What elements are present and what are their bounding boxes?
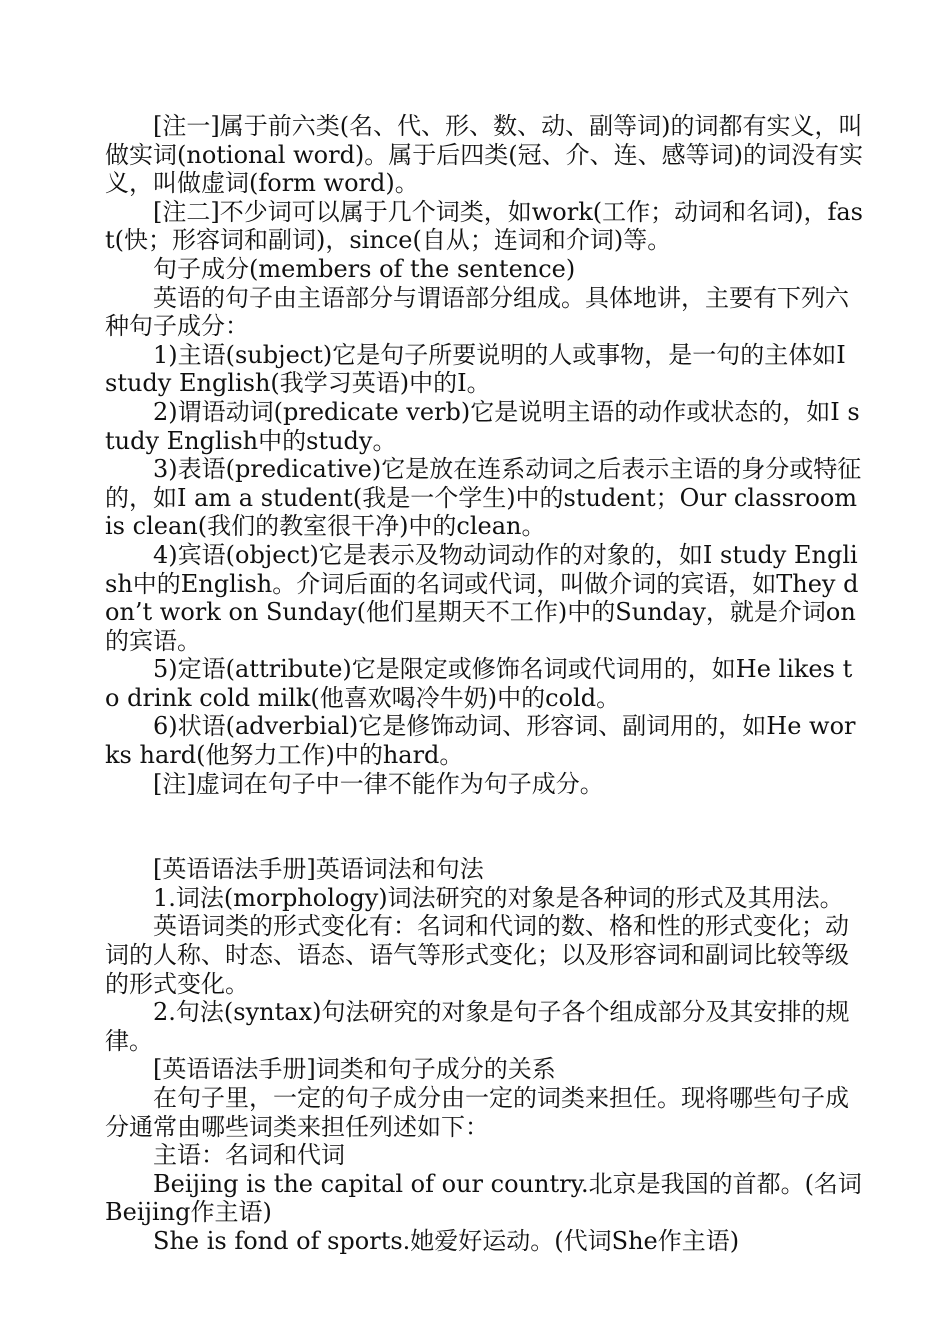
paragraph-spacer xyxy=(105,798,865,855)
predicate-verb-paragraph: 2)谓语动词(predicate verb)它是说明主语的动作或状态的，如I study English中的study。 xyxy=(105,397,860,455)
section-heading-sentence-members: 句子成分(members of the sentence) xyxy=(153,254,576,283)
note-2-paragraph: [注二]不少词可以属于几个词类，如work(工作；动词和名词)，fast(快；形容词和副词)，since(自从；连词和介词)等。 xyxy=(105,197,863,255)
syntax-paragraph: 2.句法(syntax)句法研究的对象是句子各个组成部分及其安排的规律。 xyxy=(105,998,850,1055)
adverbial-paragraph: 6)状语(adverbial)它是修饰动词、形容词、副词用的，如He works hard(他努力工作)中的hard。 xyxy=(105,712,856,770)
subject-paragraph: 1)主语(subject)它是句子所要说明的人或事物，是一句的主体如I study English(我学习英语)中的I。 xyxy=(105,340,846,398)
example-she-paragraph: She is fond of sports.她爱好运动。(代词She作主语) xyxy=(153,1226,740,1255)
section-heading-word-class-relation: [英语语法手册]词类和句子成分的关系 xyxy=(153,1055,556,1084)
word-form-changes-paragraph: 英语词类的形式变化有：名词和代词的数、格和性的形式变化；动词的人称、时态、语态、语气等形式变化；以及形容词和副词比较等级的形式变化。 xyxy=(105,912,849,998)
function-word-note-paragraph: [注]虚词在句子中一律不能作为句子成分。 xyxy=(153,769,604,798)
attribute-paragraph: 5)定语(attribute)它是限定或修饰名词或代词用的，如He likes to drink cold milk(他喜欢喝冷牛奶)中的cold。 xyxy=(105,655,853,712)
subject-word-classes-line: 主语：名词和代词 xyxy=(153,1141,345,1170)
example-beijing-paragraph: Beijing is the capital of our country.北京是我国的首都。(名词Beijing作主语) xyxy=(105,1169,862,1227)
sentence-composition-paragraph: 英语的句子由主语部分与谓语部分组成。具体地讲，主要有下列六种句子成分： xyxy=(105,283,849,341)
document-page xyxy=(105,112,865,1256)
morphology-paragraph: 1.词法(morphology)词法研究的对象是各种词的形式及其用法。 xyxy=(153,883,844,912)
predicative-paragraph: 3)表语(predicative)它是放在连系动词之后表示主语的身分或特征的，如I am a student(我是一个学生)中的student；Our classroom is clean(我们的教室很干净)中的clean。 xyxy=(105,455,862,541)
object-paragraph: 4)宾语(object)它是表示及物动词动作的对象的，如I study English中的English。介词后面的名词或代词，叫做介词的宾语，如They don’t work on Sunday(他们星期天不工作)中的Sunday，就是介词on的宾语。 xyxy=(105,540,859,655)
note-1-paragraph: [注一]属于前六类(名、代、形、数、动、副等词)的词都有实义，叫做实词(notional word)。属于后四类(冠、介、连、感等词)的词没有实义，叫做虚词(form word)。 xyxy=(105,112,864,198)
section-heading-morphology-syntax: [英语语法手册]英语词法和句法 xyxy=(153,855,484,884)
relation-intro-paragraph: 在句子里，一定的句子成分由一定的词类来担任。现将哪些句子成分通常由哪些词类来担任列述如下： xyxy=(105,1084,849,1141)
